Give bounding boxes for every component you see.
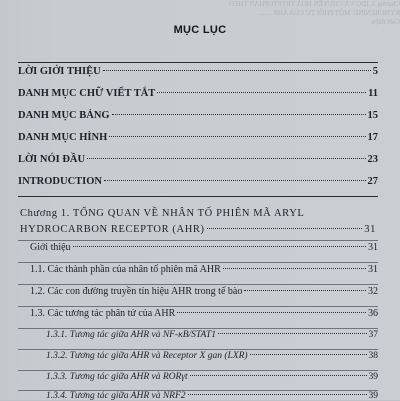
dot-leader [244, 290, 366, 291]
dot-leader [188, 394, 367, 395]
toc-entry-page: 39 [368, 372, 378, 382]
row-rule [18, 328, 378, 329]
toc-entry[interactable] [30, 242, 378, 264]
toc-entry-title: DANH MỤC CHỮ VIẾT TẮT [18, 88, 156, 99]
bleed-line: KYNURENINE: MỘT PHỐI TỬ CỦA AHR ....... [259, 9, 400, 17]
section-rule [18, 196, 378, 197]
toc-entry-title: Giới thiệu [30, 242, 71, 253]
dot-leader [177, 312, 366, 313]
toc-entry-page: 37 [368, 330, 378, 340]
dot-leader [250, 354, 367, 355]
toc-entry-page: 11 [368, 88, 378, 99]
dot-leader [103, 70, 371, 71]
toc-entry[interactable] [30, 286, 378, 308]
bleed-through-text [228, 0, 400, 60]
toc-entry-title: 1.3.2. Tương tác giữa AHR và Receptor X gan (LXR) [46, 351, 248, 361]
toc-entry-title: 1.3.4. Tương tác giữa AHR và NRF2 [46, 391, 186, 401]
toc-entry-title: LỜI GIỚI THIỆU [18, 66, 101, 77]
chapter-entry[interactable] [20, 206, 376, 238]
row-rule [18, 262, 378, 263]
toc-entry[interactable] [18, 110, 378, 132]
chapter-title-line2: HYDROCARBON RECEPTOR (AHR) [20, 224, 205, 235]
toc-entry[interactable] [18, 88, 378, 110]
dot-leader [190, 375, 367, 376]
toc-entry-title: DANH MỤC HÌNH [18, 132, 108, 143]
dot-leader [223, 268, 366, 269]
dot-leader [218, 333, 367, 334]
toc-entry-title: 1.3. Các tương tác phân tử của AHR [30, 308, 176, 319]
toc-entry-title: LỜI NÓI ĐẦU [18, 154, 86, 165]
toc-entry-page: 27 [367, 176, 378, 187]
chapter-title-line1: Chương 1. TỔNG QUAN VỀ NHÂN TỐ PHIÊN MÃ ARYL [20, 208, 305, 219]
dot-leader [112, 114, 366, 115]
toc-entry-page: 17 [367, 132, 378, 143]
toc-entry-page: 5 [372, 66, 378, 77]
toc-entry-page: 39 [368, 391, 378, 401]
toc-entry[interactable] [18, 132, 378, 154]
toc-entry-page: 31 [368, 242, 378, 253]
row-rule [18, 370, 378, 371]
dot-leader [207, 228, 363, 229]
toc-entry-title: DANH MỤC BẢNG [18, 110, 110, 121]
row-rule [18, 284, 378, 285]
toc-entry-page: 32 [368, 286, 378, 297]
dot-leader [104, 180, 365, 181]
toc-entry-page: 36 [368, 308, 378, 319]
toc-entry-page: 31 [368, 264, 378, 275]
row-rule [18, 306, 378, 307]
toc-entry[interactable] [30, 308, 378, 330]
dot-leader [87, 158, 365, 159]
toc-entry-title: 1.1. Các thành phần của nhân tố phiên mã AHR [30, 264, 221, 275]
bleed-line: Chương 3. IDO VÀ CHUYỂN HOÁ TRYPTOPHAN THEO [228, 0, 400, 8]
toc-entry[interactable] [18, 66, 378, 88]
toc-entry-title: INTRODUCTION [18, 176, 103, 187]
bleed-line: Giới thiệu [371, 18, 400, 26]
dot-leader [73, 246, 366, 247]
dot-leader [109, 136, 365, 137]
toc-entry[interactable] [18, 154, 378, 176]
toc-entry-page: 23 [367, 154, 378, 165]
chapter-page: 31 [364, 224, 376, 235]
toc-entry-title: 1.3.1. Tương tác giữa AHR và NF-κB/STAT1 [46, 330, 216, 340]
top-rule [18, 62, 378, 63]
row-rule [18, 240, 378, 241]
page-title: MỤC LỤC [173, 24, 227, 36]
toc-entry-page: 38 [368, 351, 378, 361]
dot-leader [157, 92, 366, 93]
toc-entry[interactable] [30, 264, 378, 286]
toc-entry[interactable] [18, 176, 378, 198]
toc-entry-page: 15 [367, 110, 378, 121]
toc-entry[interactable] [46, 391, 378, 400]
toc-entry-title: 1.2. Các con đường truyền tín hiệu AHR trong tế bào [30, 286, 243, 297]
toc-entry-title: 1.3.3. Tương tác giữa AHR và RORγt [46, 372, 188, 382]
row-rule [18, 349, 378, 350]
